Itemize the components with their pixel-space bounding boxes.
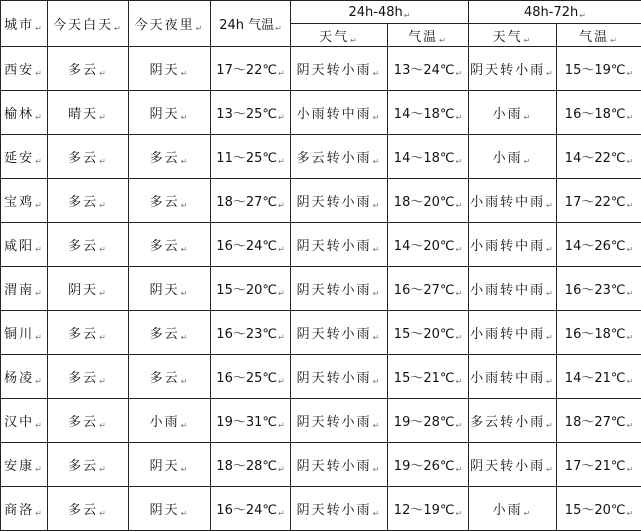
temp-24h-cell: 17～22℃↵ — [211, 47, 291, 91]
city-cell-text: 安康 — [4, 459, 35, 474]
today-day-cell-text: 多云 — [68, 63, 99, 78]
temp-48h-cell-text: 14～18℃ — [393, 151, 455, 166]
weather-72h-cell: 小雨↵ — [469, 91, 557, 135]
temp-24h-cell: 18～28℃↵ — [211, 443, 291, 487]
weather-72h-cell: 小雨↵ — [469, 135, 557, 179]
temp-24h-cell: 18～27℃↵ — [211, 179, 291, 223]
temp-72h-cell: 16～18℃↵ — [557, 311, 641, 355]
weather-48h-cell-text: 阴天转小雨 — [296, 239, 372, 254]
today-night-cell: 阴天↵ — [129, 91, 211, 135]
today-night-cell: 多云↵ — [129, 355, 211, 399]
city-cell-text: 汉中 — [4, 415, 35, 430]
temp-24h-cell-text: 11～25℃ — [216, 151, 277, 166]
temp-24h-cell: 16～24℃↵ — [211, 223, 291, 267]
weather-48h-cell-text: 阴天转小雨 — [296, 63, 372, 78]
today-day-cell-text: 多云 — [68, 503, 99, 518]
table-row — [1, 47, 641, 91]
weather-72h-cell-text: 小雨 — [492, 151, 523, 166]
subheader-weather-72: 天气↵ — [469, 24, 557, 47]
weather-72h-cell: 多云转小雨↵ — [469, 399, 557, 443]
today-day-cell: 多云↵ — [48, 311, 129, 355]
today-night-cell-text: 多云 — [149, 371, 180, 386]
today-night-cell: 阴天↵ — [129, 47, 211, 91]
weather-72h-cell-text: 阴天转小雨 — [470, 63, 546, 78]
temp-72h-cell: 14～21℃↵ — [557, 355, 641, 399]
header-today-day: 今天白天↵ — [48, 1, 129, 47]
today-night-cell-text: 多云 — [149, 195, 180, 210]
table-row — [1, 223, 641, 267]
city-cell: 咸阳↵ — [1, 223, 48, 267]
temp-48h-cell-text: 18～20℃ — [393, 195, 455, 210]
header-today-night: 今天夜里↵ — [129, 1, 211, 47]
temp-24h-cell-text: 16～24℃ — [216, 239, 277, 254]
weather-72h-cell-text: 小雨 — [492, 503, 523, 518]
temp-24h-cell: 16～24℃↵ — [211, 487, 291, 531]
temp-72h-cell-text: 17～21℃ — [564, 459, 626, 474]
today-night-cell-text: 阴天 — [149, 459, 180, 474]
temp-72h-cell: 18～27℃↵ — [557, 399, 641, 443]
temp-72h-cell: 15～20℃↵ — [557, 487, 641, 531]
city-cell-text: 宝鸡 — [4, 195, 35, 210]
today-day-cell: 阴天↵ — [48, 267, 129, 311]
weather-72h-cell: 阴天转小雨↵ — [469, 47, 557, 91]
city-cell: 汉中↵ — [1, 399, 48, 443]
city-cell-text: 铜川 — [4, 327, 35, 342]
today-day-cell-text: 晴天 — [68, 107, 99, 122]
city-cell-text: 商洛 — [4, 503, 35, 518]
table-row — [1, 355, 641, 399]
city-cell: 渭南↵ — [1, 267, 48, 311]
temp-48h-cell-text: 15～21℃ — [393, 371, 455, 386]
city-cell: 榆林↵ — [1, 91, 48, 135]
temp-48h-cell: 19～28℃↵ — [388, 399, 469, 443]
today-night-cell-text: 阴天 — [149, 107, 180, 122]
today-night-cell-text: 小雨 — [149, 415, 180, 430]
weather-72h-cell: 小雨转中雨↵ — [469, 179, 557, 223]
weather-72h-cell-text: 小雨转中雨 — [470, 195, 546, 210]
temp-24h-cell-text: 18～28℃ — [216, 459, 277, 474]
subheader-temp-72: 气温↵ — [557, 24, 641, 47]
temp-24h-cell: 19～31℃↵ — [211, 399, 291, 443]
temp-72h-cell: 14～22℃↵ — [557, 135, 641, 179]
temp-72h-cell-text: 16～18℃ — [564, 107, 626, 122]
weather-72h-cell-text: 小雨转中雨 — [470, 239, 546, 254]
temp-72h-cell-text: 17～22℃ — [564, 195, 626, 210]
temp-48h-cell-text: 15～20℃ — [393, 327, 455, 342]
today-night-cell: 多云↵ — [129, 179, 211, 223]
weather-48h-cell-text: 小雨转中雨 — [296, 107, 372, 122]
weather-48h-cell: 阴天转小雨↵ — [291, 267, 388, 311]
temp-48h-cell-text: 16～27℃ — [393, 283, 455, 298]
temp-72h-cell: 16～23℃↵ — [557, 267, 641, 311]
weather-48h-cell: 阴天转小雨↵ — [291, 311, 388, 355]
temp-48h-cell: 19～26℃↵ — [388, 443, 469, 487]
city-cell-text: 榆林 — [4, 107, 35, 122]
weather-72h-cell-text: 多云转小雨 — [470, 415, 546, 430]
weather-48h-cell-text: 阴天转小雨 — [296, 283, 372, 298]
today-night-cell-text: 阴天 — [149, 503, 180, 518]
temp-24h-cell-text: 17～22℃ — [216, 63, 277, 78]
today-day-cell-text: 多云 — [68, 195, 99, 210]
table-row — [1, 311, 641, 355]
temp-72h-cell-text: 14～21℃ — [564, 371, 626, 386]
header-period-48-72: 48h-72h↵ — [469, 1, 641, 24]
header-city: 城市↵ — [1, 1, 48, 47]
weather-72h-cell: 小雨转中雨↵ — [469, 267, 557, 311]
temp-24h-cell: 16～23℃↵ — [211, 311, 291, 355]
weather-72h-cell-text: 阴天转小雨 — [470, 459, 546, 474]
today-night-cell-text: 阴天 — [149, 283, 180, 298]
today-day-cell-text: 多云 — [68, 371, 99, 386]
temp-48h-cell: 15～21℃↵ — [388, 355, 469, 399]
temp-48h-cell: 14～18℃↵ — [388, 91, 469, 135]
city-cell: 西安↵ — [1, 47, 48, 91]
temp-72h-cell: 17～22℃↵ — [557, 179, 641, 223]
city-cell-text: 咸阳 — [4, 239, 35, 254]
subheader-weather-48: 天气↵ — [291, 24, 388, 47]
weather-48h-cell: 小雨转中雨↵ — [291, 91, 388, 135]
weather-48h-cell: 阴天转小雨↵ — [291, 443, 388, 487]
weather-48h-cell: 阴天转小雨↵ — [291, 399, 388, 443]
weather-72h-cell: 小雨转中雨↵ — [469, 311, 557, 355]
table-row — [1, 135, 641, 179]
today-day-cell: 多云↵ — [48, 487, 129, 531]
today-day-cell: 多云↵ — [48, 355, 129, 399]
today-night-cell: 小雨↵ — [129, 399, 211, 443]
weather-48h-cell-text: 阴天转小雨 — [296, 459, 372, 474]
table-row — [1, 399, 641, 443]
city-cell: 宝鸡↵ — [1, 179, 48, 223]
temp-24h-cell-text: 16～23℃ — [216, 327, 277, 342]
today-day-cell-text: 多云 — [68, 327, 99, 342]
temp-48h-cell: 15～20℃↵ — [388, 311, 469, 355]
temp-48h-cell-text: 14～20℃ — [393, 239, 455, 254]
today-night-cell: 阴天↵ — [129, 267, 211, 311]
temp-48h-cell: 12～19℃↵ — [388, 487, 469, 531]
today-night-cell: 阴天↵ — [129, 487, 211, 531]
city-cell: 安康↵ — [1, 443, 48, 487]
today-day-cell-text: 多云 — [68, 415, 99, 430]
city-cell: 杨凌↵ — [1, 355, 48, 399]
today-night-cell: 多云↵ — [129, 223, 211, 267]
weather-48h-cell-text: 阴天转小雨 — [296, 195, 372, 210]
temp-48h-cell-text: 19～26℃ — [393, 459, 455, 474]
today-day-cell: 多云↵ — [48, 179, 129, 223]
temp-48h-cell-text: 13～24℃ — [393, 63, 455, 78]
today-day-cell: 多云↵ — [48, 399, 129, 443]
table-row — [1, 91, 641, 135]
today-day-cell-text: 多云 — [68, 239, 99, 254]
today-day-cell-text: 多云 — [68, 151, 99, 166]
weather-48h-cell-text: 阴天转小雨 — [296, 327, 372, 342]
temp-72h-cell: 15～19℃↵ — [557, 47, 641, 91]
weather-48h-cell: 阴天转小雨↵ — [291, 179, 388, 223]
temp-48h-cell: 14～20℃↵ — [388, 223, 469, 267]
today-night-cell-text: 多云 — [149, 239, 180, 254]
today-night-cell: 多云↵ — [129, 135, 211, 179]
city-cell-text: 西安 — [4, 63, 35, 78]
weather-72h-cell: 小雨↵ — [469, 487, 557, 531]
weather-48h-cell: 阴天转小雨↵ — [291, 487, 388, 531]
weather-48h-cell-text: 阴天转小雨 — [296, 371, 372, 386]
today-day-cell: 晴天↵ — [48, 91, 129, 135]
weather-72h-cell-text: 小雨转中雨 — [470, 327, 546, 342]
temp-24h-cell: 15～20℃↵ — [211, 267, 291, 311]
city-cell-text: 杨凌 — [4, 371, 35, 386]
weather-48h-cell: 阴天转小雨↵ — [291, 47, 388, 91]
city-cell-text: 渭南 — [4, 283, 35, 298]
today-day-cell: 多云↵ — [48, 47, 129, 91]
weather-72h-cell-text: 小雨 — [492, 107, 523, 122]
header-temp-24h: 24h 气温↵ — [211, 1, 291, 47]
city-cell: 铜川↵ — [1, 311, 48, 355]
temp-72h-cell-text: 14～22℃ — [564, 151, 626, 166]
today-night-cell-text: 多云 — [149, 327, 180, 342]
temp-72h-cell-text: 16～23℃ — [564, 283, 626, 298]
temp-24h-cell-text: 16～24℃ — [216, 503, 277, 518]
header-period-24-48: 24h-48h↵ — [291, 1, 469, 24]
temp-24h-cell: 13～25℃↵ — [211, 91, 291, 135]
subheader-temp-48: 气温↵ — [388, 24, 469, 47]
table-row — [1, 487, 641, 531]
temp-24h-cell-text: 13～25℃ — [216, 107, 277, 122]
temp-48h-cell-text: 12～19℃ — [393, 503, 455, 518]
temp-72h-cell-text: 15～20℃ — [564, 503, 626, 518]
table-row — [1, 443, 641, 487]
temp-72h-cell-text: 16～18℃ — [564, 327, 626, 342]
weather-48h-cell-text: 阴天转小雨 — [296, 503, 372, 518]
temp-48h-cell-text: 19～28℃ — [393, 415, 455, 430]
today-night-cell: 多云↵ — [129, 311, 211, 355]
weather-72h-cell: 阴天转小雨↵ — [469, 443, 557, 487]
temp-72h-cell: 14～26℃↵ — [557, 223, 641, 267]
today-night-cell: 阴天↵ — [129, 443, 211, 487]
today-day-cell-text: 多云 — [68, 459, 99, 474]
weather-72h-cell-text: 小雨转中雨 — [470, 283, 546, 298]
today-day-cell: 多云↵ — [48, 223, 129, 267]
temp-24h-cell-text: 18～27℃ — [216, 195, 277, 210]
temp-72h-cell-text: 14～26℃ — [564, 239, 626, 254]
weather-48h-cell: 阴天转小雨↵ — [291, 355, 388, 399]
temp-72h-cell: 17～21℃↵ — [557, 443, 641, 487]
temp-48h-cell: 13～24℃↵ — [388, 47, 469, 91]
today-night-cell-text: 阴天 — [149, 63, 180, 78]
city-cell: 商洛↵ — [1, 487, 48, 531]
city-cell-text: 延安 — [4, 151, 35, 166]
today-day-cell: 多云↵ — [48, 135, 129, 179]
weather-72h-cell-text: 小雨转中雨 — [470, 371, 546, 386]
temp-72h-cell-text: 15～19℃ — [564, 63, 626, 78]
temp-48h-cell: 18～20℃↵ — [388, 179, 469, 223]
temp-24h-cell-text: 16～25℃ — [216, 371, 277, 386]
city-cell: 延安↵ — [1, 135, 48, 179]
weather-48h-cell: 多云转小雨↵ — [291, 135, 388, 179]
today-day-cell: 多云↵ — [48, 443, 129, 487]
table-row — [1, 267, 641, 311]
temp-72h-cell: 16～18℃↵ — [557, 91, 641, 135]
temp-24h-cell-text: 15～20℃ — [216, 283, 277, 298]
temp-48h-cell-text: 14～18℃ — [393, 107, 455, 122]
temp-24h-cell-text: 19～31℃ — [216, 415, 277, 430]
weather-72h-cell: 小雨转中雨↵ — [469, 355, 557, 399]
temp-48h-cell: 14～18℃↵ — [388, 135, 469, 179]
temp-48h-cell: 16～27℃↵ — [388, 267, 469, 311]
today-day-cell-text: 阴天 — [68, 283, 99, 298]
header-row — [1, 1, 641, 24]
weather-48h-cell-text: 阴天转小雨 — [296, 415, 372, 430]
temp-24h-cell: 16～25℃↵ — [211, 355, 291, 399]
weather-48h-cell: 阴天转小雨↵ — [291, 223, 388, 267]
today-night-cell-text: 多云 — [149, 151, 180, 166]
temp-72h-cell-text: 18～27℃ — [564, 415, 626, 430]
temp-24h-cell: 11～25℃↵ — [211, 135, 291, 179]
table-row — [1, 179, 641, 223]
weather-48h-cell-text: 多云转小雨 — [296, 151, 372, 166]
weather-72h-cell: 小雨转中雨↵ — [469, 223, 557, 267]
